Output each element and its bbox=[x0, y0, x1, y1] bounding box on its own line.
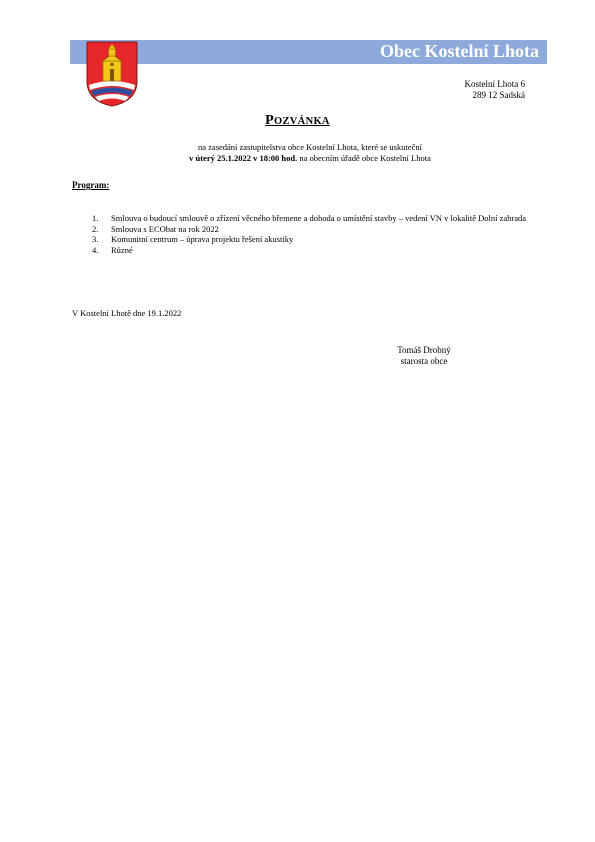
agenda-item bbox=[92, 213, 542, 224]
agenda-list bbox=[92, 213, 542, 255]
signatory-name: Tomáš Drobný bbox=[397, 345, 451, 355]
agenda-item-number: 4. bbox=[92, 244, 99, 255]
municipal-crest-icon bbox=[86, 41, 138, 107]
intro-line-2 bbox=[0, 153, 595, 164]
agenda-item-text: Různé bbox=[111, 244, 133, 255]
agenda-item-number: 1. bbox=[92, 213, 99, 223]
agenda-item-text: Smlouva o budoucí smlouvě o zřízení věcného břemene a dohoda o umístění stavby – vedení VN v lokalitě Dolní zahrada bbox=[111, 213, 527, 223]
document-title-rest: OZVÁNKA bbox=[274, 116, 330, 127]
org-name: Obec Kostelní Lhota bbox=[379, 41, 539, 61]
address-block bbox=[465, 79, 526, 101]
agenda-item-text: Smlouva s ECObat na rok 2022 bbox=[111, 223, 219, 234]
agenda-item-number: 3. bbox=[92, 234, 99, 244]
document-title bbox=[0, 113, 595, 129]
agenda-item-number: 2. bbox=[92, 223, 99, 234]
agenda-item bbox=[92, 234, 542, 245]
signature-block bbox=[372, 345, 476, 367]
meeting-location: na obecním úřadě obce Kostelní Lhota bbox=[297, 153, 431, 163]
meeting-intro bbox=[0, 142, 595, 164]
agenda-item-text: Komunitní centrum – úprava projektu řešení akustiky bbox=[111, 234, 294, 244]
intro-line-1: na zasedání zastupitelstva obce Kostelní Lhota, které se uskuteční bbox=[198, 142, 422, 152]
address-line-postal: 289 12 Sadská bbox=[472, 90, 525, 100]
agenda-item bbox=[92, 224, 542, 235]
address-line-street: Kostelní Lhota 6 bbox=[464, 79, 525, 89]
signatory-role: starosta obce bbox=[400, 356, 448, 366]
program-label: Program: bbox=[72, 180, 110, 190]
header-bar bbox=[70, 40, 547, 64]
agenda-item bbox=[92, 245, 542, 256]
place-and-date: V Kostelní Lhotě dne 19.1.2022 bbox=[72, 308, 182, 318]
meeting-date-time: v úterý 25.1.2022 v 18:00 hod. bbox=[189, 153, 298, 163]
document-title-initial: P bbox=[265, 113, 275, 128]
